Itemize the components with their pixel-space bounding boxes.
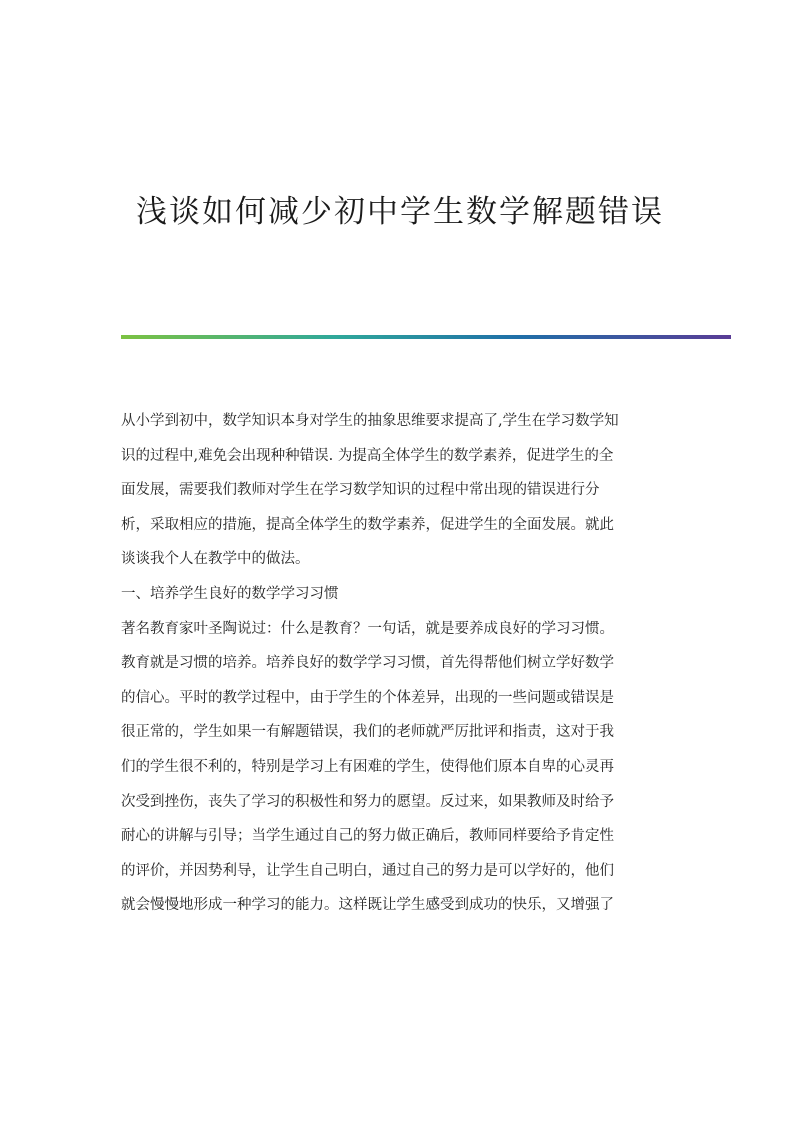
section-line: 著名教育家叶圣陶说过：什么是教育？一句话，就是要养成良好的学习习惯。 (121, 620, 614, 637)
intro-line: 面发展，需要我们教师对学生在学习数学知识的过程中常出现的错误进行分 (121, 482, 600, 499)
intro-line: 析，采取相应的措施，提高全体学生的数学素养，促进学生的全面发展。就此 (121, 516, 614, 533)
section-line: 就会慢慢地形成一种学习的能力。这样既让学生感受到成功的快乐，又增强了 (121, 897, 614, 914)
intro-line: 识的过程中,难免会出现种种错误. 为提高全体学生的数学素养，促进学生的全 (121, 447, 614, 464)
intro-line: 从小学到初中，数学知识本身对学生的抽象思维要求提高了,学生在学习数学知 (121, 413, 619, 429)
section-line: 们的学生很不利的，特别是学习上有困难的学生，使得他们原本自卑的心灵再 (121, 758, 614, 775)
section-line: 耐心的讲解与引导；当学生通过自己的努力做正确后，教师同样要给予肯定性 (121, 828, 614, 845)
section-line: 很正常的，学生如果一有解题错误，我们的老师就严厉批评和指责，这对于我 (121, 724, 614, 741)
document-title: 浅谈如何减少初中学生数学解题错误 (136, 194, 664, 230)
document-body (121, 404, 681, 923)
section-line: 教育就是习惯的培养。培养良好的数学学习习惯，首先得帮他们树立学好数学 (121, 655, 614, 672)
section-line: 次受到挫伤，丧失了学习的积极性和努力的愿望。反过来，如果教师及时给予 (121, 793, 614, 810)
intro-line: 谈谈我个人在教学中的做法。 (121, 551, 310, 568)
section-line: 的信心。平时的教学过程中，由于学生的个体差异，出现的一些问题或错误是 (121, 689, 614, 706)
section-heading: 一、培养学生良好的数学学习习惯 (121, 585, 339, 602)
title-divider (121, 335, 731, 339)
section-line: 的评价，并因势利导，让学生自己明白，通过自己的努力是可以学好的，他们 (121, 862, 614, 879)
